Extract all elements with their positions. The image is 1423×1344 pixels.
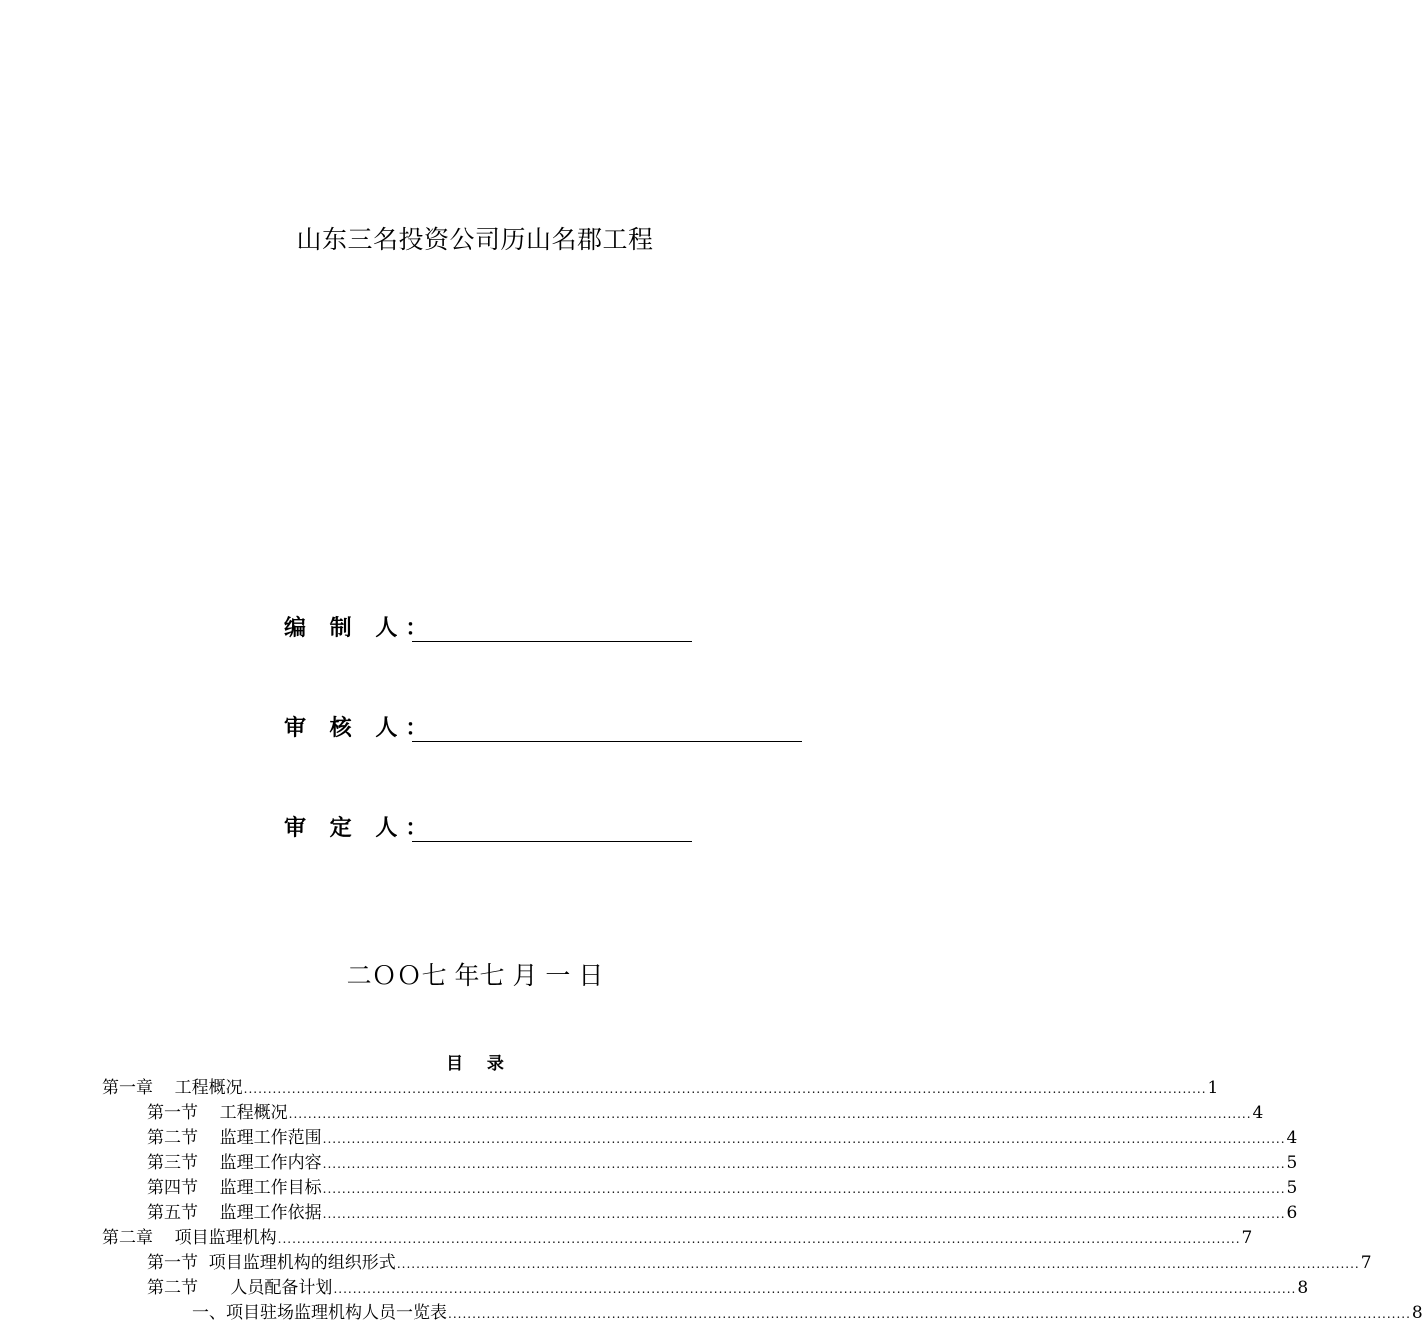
toc-page-number: 8 [1297, 1278, 1309, 1298]
toc-entry-title: 第二节 人员配备计划 [147, 1278, 333, 1298]
signature-line [412, 615, 692, 642]
signature-row-compiler [284, 610, 692, 644]
toc-dot-leader: ........................................................................................................................................................................................................ [322, 1132, 1286, 1146]
signature-line [412, 715, 802, 742]
document-date: 二ＯＯ七 年七 月 一 日 [346, 961, 604, 990]
document-title: 山东三名投资公司历山名郡工程 [296, 225, 654, 254]
toc-page-number: 8 [1411, 1303, 1423, 1323]
toc-entry[interactable] [102, 1301, 1423, 1326]
toc-entry[interactable] [102, 1201, 1298, 1226]
signature-label: 审 核 人： [284, 716, 436, 741]
toc-entry-title: 第二章 项目监理机构 [102, 1228, 277, 1248]
toc-entry[interactable] [102, 1176, 1298, 1201]
toc-entry-title: 一、项目驻场监理机构人员一览表 [192, 1303, 447, 1323]
toc-dot-leader: ........................................................................................................................................................................................................ [396, 1257, 1360, 1271]
signature-label: 编 制 人： [284, 616, 436, 641]
toc-heading: 目 录 [446, 1054, 504, 1074]
toc-entry[interactable] [102, 1251, 1372, 1276]
toc-page-number: 5 [1286, 1178, 1298, 1198]
toc-entry[interactable] [102, 1276, 1309, 1301]
toc-page-number: 4 [1286, 1128, 1298, 1148]
table-of-contents [102, 1076, 1423, 1326]
toc-entry[interactable] [102, 1151, 1298, 1176]
signature-line [412, 815, 692, 842]
toc-entry-title: 第一章 工程概况 [102, 1078, 243, 1098]
toc-entry-title: 第五节 监理工作依据 [147, 1203, 322, 1223]
toc-entry[interactable] [102, 1101, 1264, 1126]
toc-dot-leader: ........................................................................................................................................................................................................ [333, 1282, 1297, 1296]
toc-dot-leader: ........................................................................................................................................................................................................ [322, 1182, 1286, 1196]
toc-entry[interactable] [102, 1076, 1219, 1101]
toc-dot-leader: ........................................................................................................................................................................................................ [322, 1207, 1286, 1221]
toc-entry[interactable] [102, 1226, 1253, 1251]
toc-entry[interactable] [102, 1126, 1298, 1151]
signature-row-approver [284, 810, 692, 844]
toc-dot-leader: ........................................................................................................................................................................................................ [277, 1232, 1241, 1246]
toc-dot-leader: ........................................................................................................................................................................................................ [448, 1307, 1411, 1321]
toc-entry-title: 第一节 工程概况 [147, 1103, 288, 1123]
signature-label: 审 定 人： [284, 816, 436, 841]
toc-entry-title: 第四节 监理工作目标 [147, 1178, 322, 1198]
toc-page-number: 1 [1207, 1078, 1219, 1098]
toc-page-number: 4 [1252, 1103, 1264, 1123]
toc-entry-title: 第一节 项目监理机构的组织形式 [147, 1253, 396, 1273]
toc-page-number: 7 [1241, 1228, 1253, 1248]
toc-dot-leader: ........................................................................................................................................................................................................ [243, 1082, 1207, 1096]
toc-page-number: 5 [1286, 1153, 1298, 1173]
toc-entry-title: 第三节 监理工作内容 [147, 1153, 322, 1173]
toc-entry-title: 第二节 监理工作范围 [147, 1128, 322, 1148]
toc-page-number: 7 [1360, 1253, 1372, 1273]
toc-dot-leader: ........................................................................................................................................................................................................ [288, 1107, 1252, 1121]
toc-dot-leader: ........................................................................................................................................................................................................ [322, 1157, 1286, 1171]
toc-page-number: 6 [1286, 1203, 1298, 1223]
signature-row-reviewer [284, 710, 802, 744]
